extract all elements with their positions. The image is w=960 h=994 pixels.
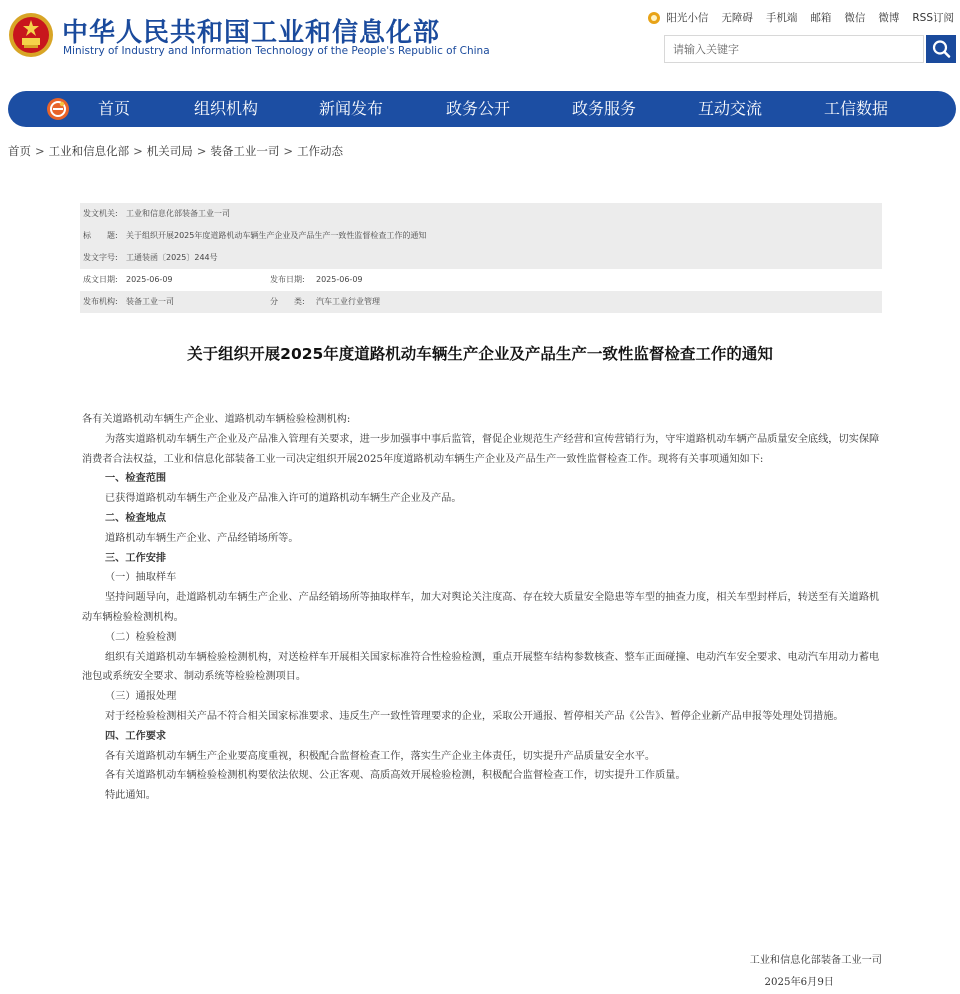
site-subtitle: Ministry of Industry and Information Technology of the People's Republic of China — [63, 45, 490, 57]
breadcrumb: 首页 > 工业和信息化部 > 机关司局 > 装备工业一司 > 工作动态 — [8, 144, 344, 158]
breadcrumb-work-news[interactable]: 工作动态 — [297, 144, 344, 158]
nav-interaction[interactable]: 互动交流 — [698, 99, 763, 118]
nav-public-affairs[interactable]: 政务公开 — [446, 99, 511, 118]
document-meta-table — [80, 203, 882, 313]
top-links — [648, 10, 954, 25]
meta-row-docno: 发文字号: 工通装函〔2025〕244号 — [80, 247, 882, 269]
subsection-heading-3: （三）通报处理 — [105, 691, 177, 703]
breadcrumb-home[interactable]: 首页 — [8, 144, 31, 158]
section-heading-4: 四、工作要求 — [105, 729, 167, 742]
section-heading-2: 二、检查地点 — [105, 511, 167, 524]
toplink-wechat[interactable]: 微信 — [844, 12, 866, 24]
search-icon — [926, 35, 956, 63]
toplink-mail[interactable]: 邮箱 — [810, 12, 832, 24]
nav-data[interactable]: 工信数据 — [824, 99, 889, 118]
section-text-1: 已获得道路机动车辆生产企业及产品准入许可的道路机动车辆生产企业及产品。 — [105, 493, 462, 505]
section-text-2: 道路机动车辆生产企业、产品经销场所等。 — [105, 532, 299, 544]
nav-news[interactable]: 新闻发布 — [319, 99, 384, 118]
nav-services[interactable]: 政务服务 — [572, 99, 637, 118]
subsection-heading-2: （二）检验检测 — [105, 631, 177, 643]
signature-date: 2025年6月9日 — [764, 977, 834, 988]
signature-org: 工业和信息化部装备工业一司 — [749, 955, 882, 966]
subsection-text-3: 对于经检验检测相关产品不符合相关国家标准要求、违反生产一致性管理要求的企业，采取公开通报、暂停相关产品《公告》、暂停企业新产品申报等处理处罚措施。 — [105, 710, 844, 722]
main-nav — [8, 91, 956, 127]
search-button[interactable] — [926, 35, 956, 63]
toplink-rss[interactable]: RSS订阅 — [912, 12, 954, 24]
site-header — [0, 0, 960, 88]
article-salutation: 各有关道路机动车辆生产企业、道路机动车辆检验检测机构: — [82, 414, 351, 425]
search-input[interactable] — [665, 36, 923, 62]
subsection-text-2: 组织有关道路机动车辆检验检测机构，对送检样车开展相关国家标准符合性检验检测，重点开展整车结构参数核查、整车正面碰撞、电动汽车安全要求、电动汽车用动力蓄电池包或系统安全要求、制动系统等检验检测项目。 — [82, 651, 880, 683]
toplink-weibo[interactable]: 微博 — [878, 12, 900, 24]
article-closing: 特此通知。 — [105, 790, 156, 802]
article-body — [82, 410, 882, 806]
meta-row-title: 标 题: 关于组织开展2025年度道路机动车辆生产企业及产品生产一致性监督检查工作的通知 — [80, 225, 882, 247]
breadcrumb-ministry[interactable]: 工业和信息化部 — [48, 144, 130, 158]
meta-publisher: 装备工业一司 — [126, 297, 174, 306]
subsection-heading-1: （一）抽取样车 — [105, 572, 177, 584]
meta-title: 关于组织开展2025年度道路机动车辆生产企业及产品生产一致性监督检查工作的通知 — [126, 231, 427, 240]
toplink-sunshine[interactable]: 阳光小信 — [648, 10, 708, 25]
national-emblem-icon[interactable] — [8, 12, 54, 58]
meta-created-date: 2025-06-09 — [126, 275, 173, 284]
meta-row-publisher: 发布机构: 装备工业一司 分 类: 汽车工业行业管理 — [80, 291, 882, 313]
toplink-mobile[interactable]: 手机端 — [765, 12, 798, 24]
section-heading-3: 三、工作安排 — [105, 551, 167, 564]
toplink-accessibility[interactable]: 无障碍 — [721, 12, 753, 24]
sunshine-icon — [648, 12, 660, 24]
meta-docno: 工通装函〔2025〕244号 — [126, 253, 218, 262]
breadcrumb-equipment-dept[interactable]: 装备工业一司 — [210, 144, 280, 158]
site-title[interactable]: 中华人民共和国工业和信息化部 — [62, 18, 441, 48]
nav-organization[interactable]: 组织机构 — [194, 99, 259, 118]
meta-row-dates: 成文日期: 2025-06-09 发布日期: 2025-06-09 — [80, 269, 882, 291]
subsection-text-1: 坚持问题导向，赴道路机动车辆生产企业、产品经销场所等抽取样车，加大对舆论关注度高、存在较大质量安全隐患等车型的抽查力度，相关车型封样后，转送至有关道路机动车辆检验检测机构。 — [82, 592, 880, 623]
meta-issuer: 工业和信息化部装备工业一司 — [126, 209, 230, 218]
article-title: 关于组织开展2025年度道路机动车辆生产企业及产品生产一致性监督检查工作的通知 — [187, 345, 773, 363]
section-heading-1: 一、检查范围 — [105, 472, 167, 485]
meta-category: 汽车工业行业管理 — [316, 297, 380, 306]
meta-published-date: 2025-06-09 — [316, 275, 363, 284]
search-box — [664, 35, 924, 63]
section-text-4b: 各有关道路机动车辆检验检测机构要依法依规、公正客观、高质高效开展检验检测，积极配合监督检查工作，切实提升工作质量。 — [105, 770, 686, 782]
article-intro: 为落实道路机动车辆生产企业及产品准入管理有关要求，进一步加强事中事后监管，督促企业规范生产经营和宣传营销行为，守牢道路机动车辆产品质量安全底线，切实保障消费者合法权益，工业和信息化部装备工业一司决定组织开展2025年度道路机动车辆生产企业及产品生产一致性监督检查工作。现将有关事项通知如下: — [82, 433, 880, 465]
meta-row-issuer: 发文机关: 工业和信息化部装备工业一司 — [80, 203, 882, 225]
signature-block — [750, 950, 882, 994]
ministry-logo-icon[interactable] — [46, 97, 70, 121]
nav-home[interactable]: 首页 — [98, 99, 131, 118]
section-text-4a: 各有关道路机动车辆生产企业要高度重视，积极配合监督检查工作，落实生产企业主体责任，切实提升产品质量安全水平。 — [105, 750, 656, 762]
breadcrumb-departments[interactable]: 机关司局 — [146, 144, 193, 158]
